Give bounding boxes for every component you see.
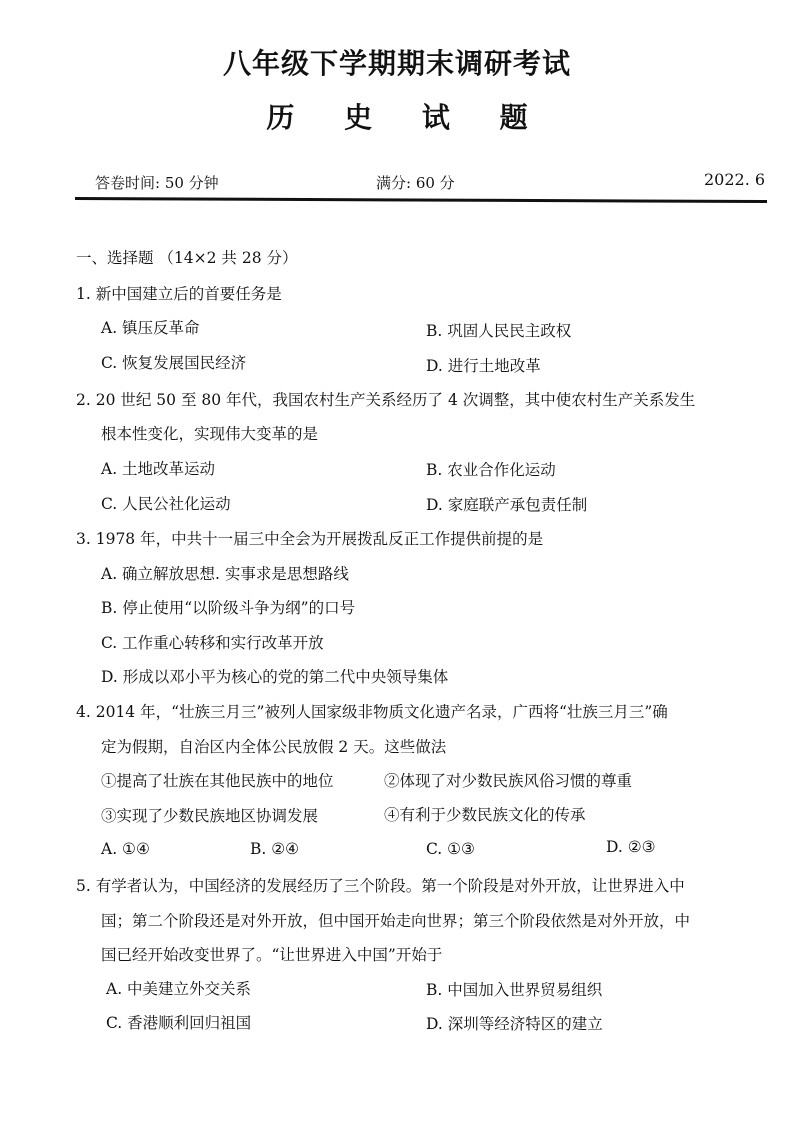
header-divider [75,197,767,203]
question-4-statement-4: ④有利于少数民族文化的传承 [384,806,586,824]
question-1-option-a: A. 镇压反革命 [101,319,200,337]
exam-date: 2022. 6 [704,170,766,189]
question-2-stem-line-1: 2. 20 世纪 50 至 80 年代，我国农村生产关系经历了 4 次调整，其中使农村生产关系发生 [76,391,696,409]
question-4-option-d: D. ②③ [606,838,656,856]
question-5-option-b: B. 中国加入世界贸易组织 [426,981,603,999]
question-1-option-d: D. 进行土地改革 [426,357,541,375]
section-heading: 一、选择题 （14×2 共 28 分） [76,249,298,267]
question-4-option-c: C. ①③ [426,840,475,858]
question-5-stem-line-2: 国；第二个阶段还是对外开放，但中国开始走向世界；第三个阶段依然是对外开放，中 [101,912,691,930]
question-5-option-a: A. 中美建立外交关系 [106,980,252,998]
question-2-option-d: D. 家庭联产承包责任制 [426,496,588,514]
subject-title: 历 史 试 题 [266,101,548,134]
question-4-statement-2: ②体现了对少数民族风俗习惯的尊重 [384,772,633,790]
question-5-option-c: C. 香港顺利回归祖国 [106,1014,252,1032]
question-1-stem: 1. 新中国建立后的首要任务是 [76,285,282,303]
question-4-stem-line-2: 定为假期，自治区内全体公民放假 2 天。这些做法 [101,738,447,756]
question-2-option-b: B. 农业合作化运动 [426,461,556,479]
question-4-stem-line-1: 4. 2014 年，“壮族三月三”被列人国家级非物质文化遗产名录，广西将“壮族三月三”确 [76,703,668,721]
question-5-stem-line-3: 国已经开始改变世界了。“让世界进入中国”开始于 [101,946,443,964]
question-4-option-b: B. ②④ [250,840,300,858]
question-4-option-a: A. ①④ [101,840,150,858]
question-3-option-d: D. 形成以邓小平为核心的党的第二代中央领导集体 [101,668,449,686]
exam-time: 答卷时间: 50 分钟 [95,174,219,192]
question-4-statement-3: ③实现了少数民族地区协调发展 [101,807,319,825]
question-4-statement-1: ①提高了壮族在其他民族中的地位 [101,772,334,790]
question-3-option-b: B. 停止使用“以阶级斗争为纲”的口号 [101,599,356,617]
question-2-stem-line-2: 根本性变化，实现伟大变革的是 [101,425,319,443]
question-3-option-c: C. 工作重心转移和实行改革开放 [101,634,324,652]
question-2-option-a: A. 土地改革运动 [101,460,216,478]
full-score: 满分: 60 分 [376,174,455,192]
exam-title: 八年级下学期期末调研考试 [222,47,571,80]
question-5-option-d: D. 深圳等经济特区的建立 [426,1015,603,1033]
question-1-option-b: B. 巩固人民民主政权 [426,322,572,340]
question-2-option-c: C. 人民公社化运动 [101,495,231,513]
question-5-stem-line-1: 5. 有学者认为，中国经济的发展经历了三个阶段。第一个阶段是对外开放，让世界进入中 [76,877,685,895]
question-3-option-a: A. 确立解放思想. 实事求是思想路线 [101,565,349,583]
question-1-option-c: C. 恢复发展国民经济 [101,354,247,372]
question-3-stem: 3. 1978 年，中共十一届三中全会为开展拨乱反正工作提供前提的是 [76,530,544,548]
